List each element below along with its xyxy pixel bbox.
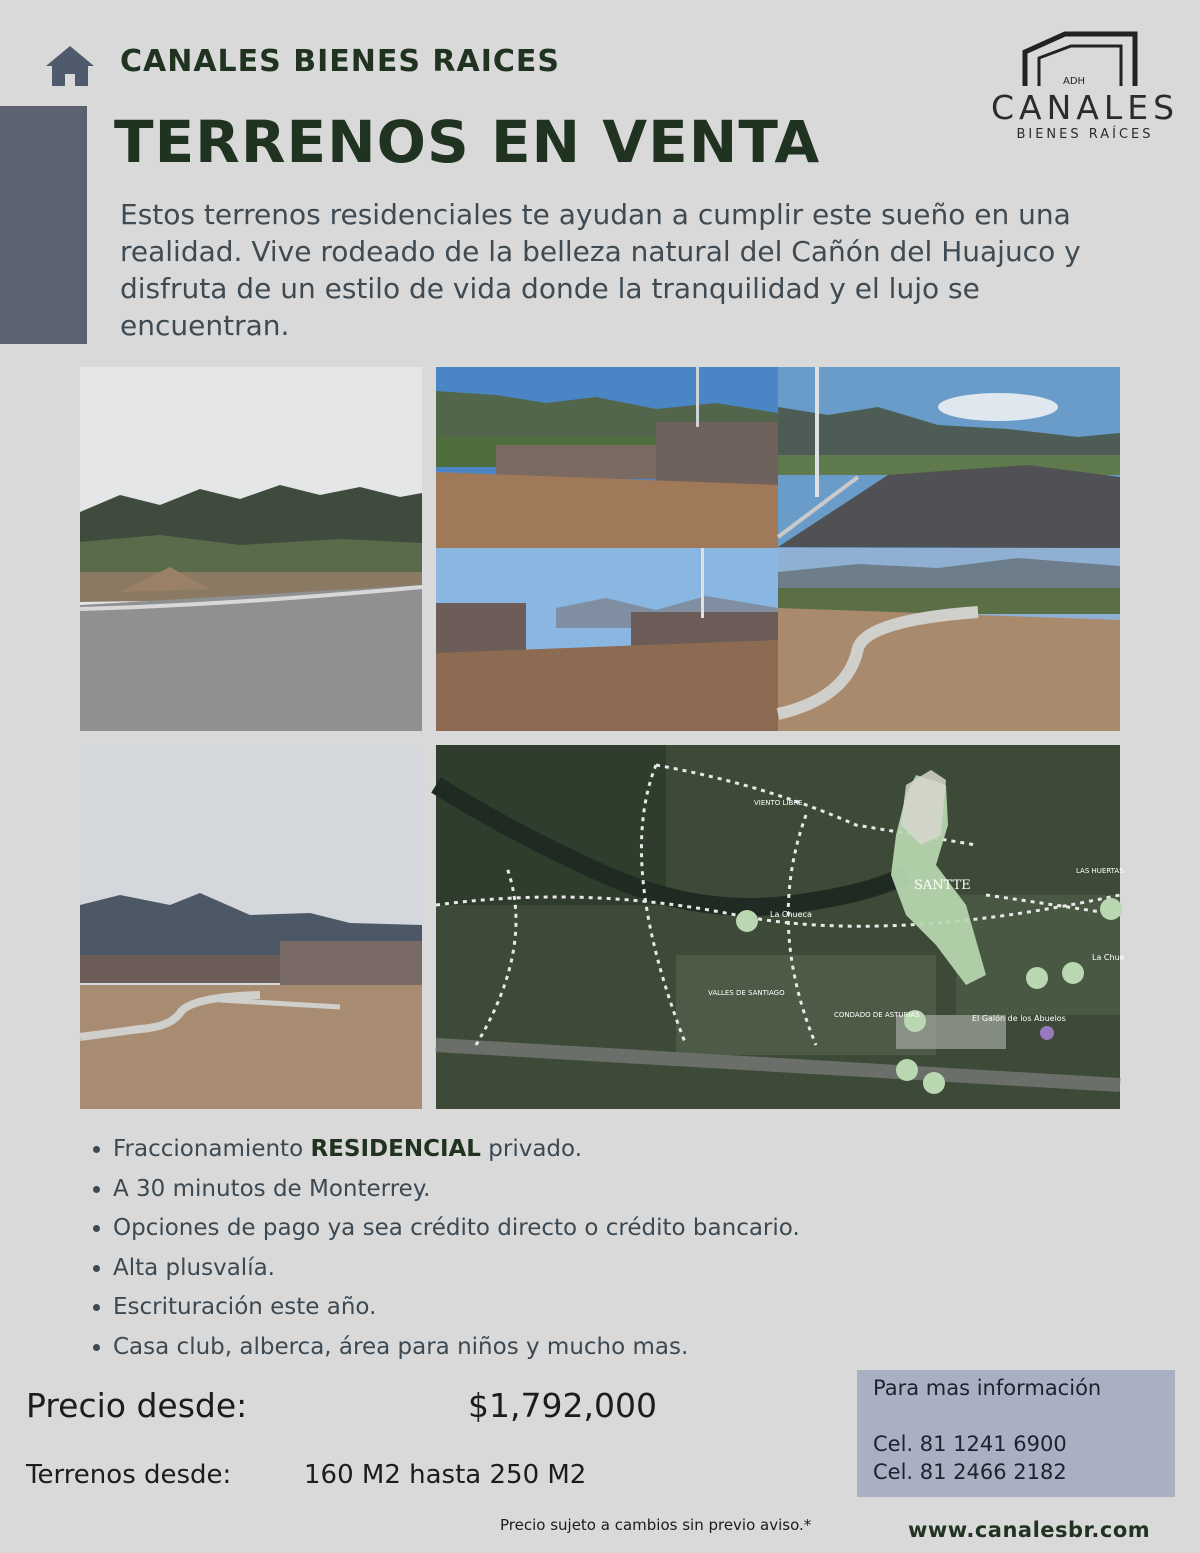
- map-label-la-chueca: La Chueca: [770, 910, 812, 919]
- side-accent-bar: [0, 106, 87, 344]
- home-icon: [44, 44, 96, 88]
- phone-1[interactable]: Cel. 81 1241 6900: [873, 1432, 1067, 1456]
- feature-item: • Fraccionamiento RESIDENCIAL privado.: [113, 1130, 800, 1170]
- satellite-map: [436, 745, 1125, 1109]
- photo-curved-walls: [436, 548, 778, 731]
- price-disclaimer: Precio sujeto a cambios sin previo aviso.*: [500, 1516, 812, 1534]
- map-label-viento-libre: VIENTO LIBRE: [754, 799, 803, 807]
- feature-item: • Escrituración este año.: [113, 1288, 800, 1328]
- feature-item: • Casa club, alberca, área para niños y mucho mas.: [113, 1328, 800, 1368]
- photo-road-mountains: [80, 367, 422, 731]
- photo-curb-dirt: [778, 548, 1120, 731]
- lots-label: Terrenos desde:: [26, 1460, 232, 1490]
- logo-name: CANALES: [990, 88, 1180, 127]
- price-value: $1,792,000: [468, 1386, 657, 1425]
- photo-walls-cloudy: [80, 745, 422, 1109]
- page-title: TERRENOS EN VENTA: [114, 108, 821, 176]
- feature-item: • A 30 minutos de Monterrey.: [113, 1170, 800, 1210]
- logo-small-text: ADH: [1063, 76, 1086, 87]
- phone-2[interactable]: Cel. 81 2466 2182: [873, 1460, 1067, 1484]
- contact-title: Para mas información: [873, 1376, 1102, 1400]
- map-label-galon-abuelos: El Galón de los Abuelos: [972, 1014, 1066, 1023]
- map-label-condado-de-asturias: CONDADO DE ASTURIAS: [834, 1011, 920, 1019]
- features-list: [84, 1130, 800, 1368]
- photo-walls-dirt: [436, 367, 778, 548]
- lots-value: 160 M2 hasta 250 M2: [304, 1460, 587, 1490]
- map-label-santte: SANTTE: [914, 878, 971, 893]
- website-link[interactable]: www.canalesbr.com: [908, 1518, 1151, 1542]
- logo-subtitle: BIENES RAÍCES: [1016, 127, 1154, 142]
- map-label-valles-de-santiago: VALLES DE SANTIAGO: [708, 989, 785, 997]
- photo-paved-street: [778, 367, 1120, 548]
- map-label-la-chue: La Chue: [1092, 953, 1125, 962]
- company-name: CANALES BIENES RAICES: [120, 44, 560, 79]
- feature-item: • Opciones de pago ya sea crédito directo o crédito bancario.: [113, 1209, 800, 1249]
- map-label-las-huertas: LAS HUERTAS: [1076, 867, 1124, 875]
- intro-paragraph: Estos terrenos residenciales te ayudan a cumplir este sueño en una realidad. Vive rodeado de la belleza natural del Cañón del Huajuco y disfruta de un estilo de vida donde la tranquilidad y el lujo se encuentran.: [120, 198, 1081, 342]
- price-label: Precio desde:: [26, 1386, 248, 1425]
- feature-item: • Alta plusvalía.: [113, 1249, 800, 1289]
